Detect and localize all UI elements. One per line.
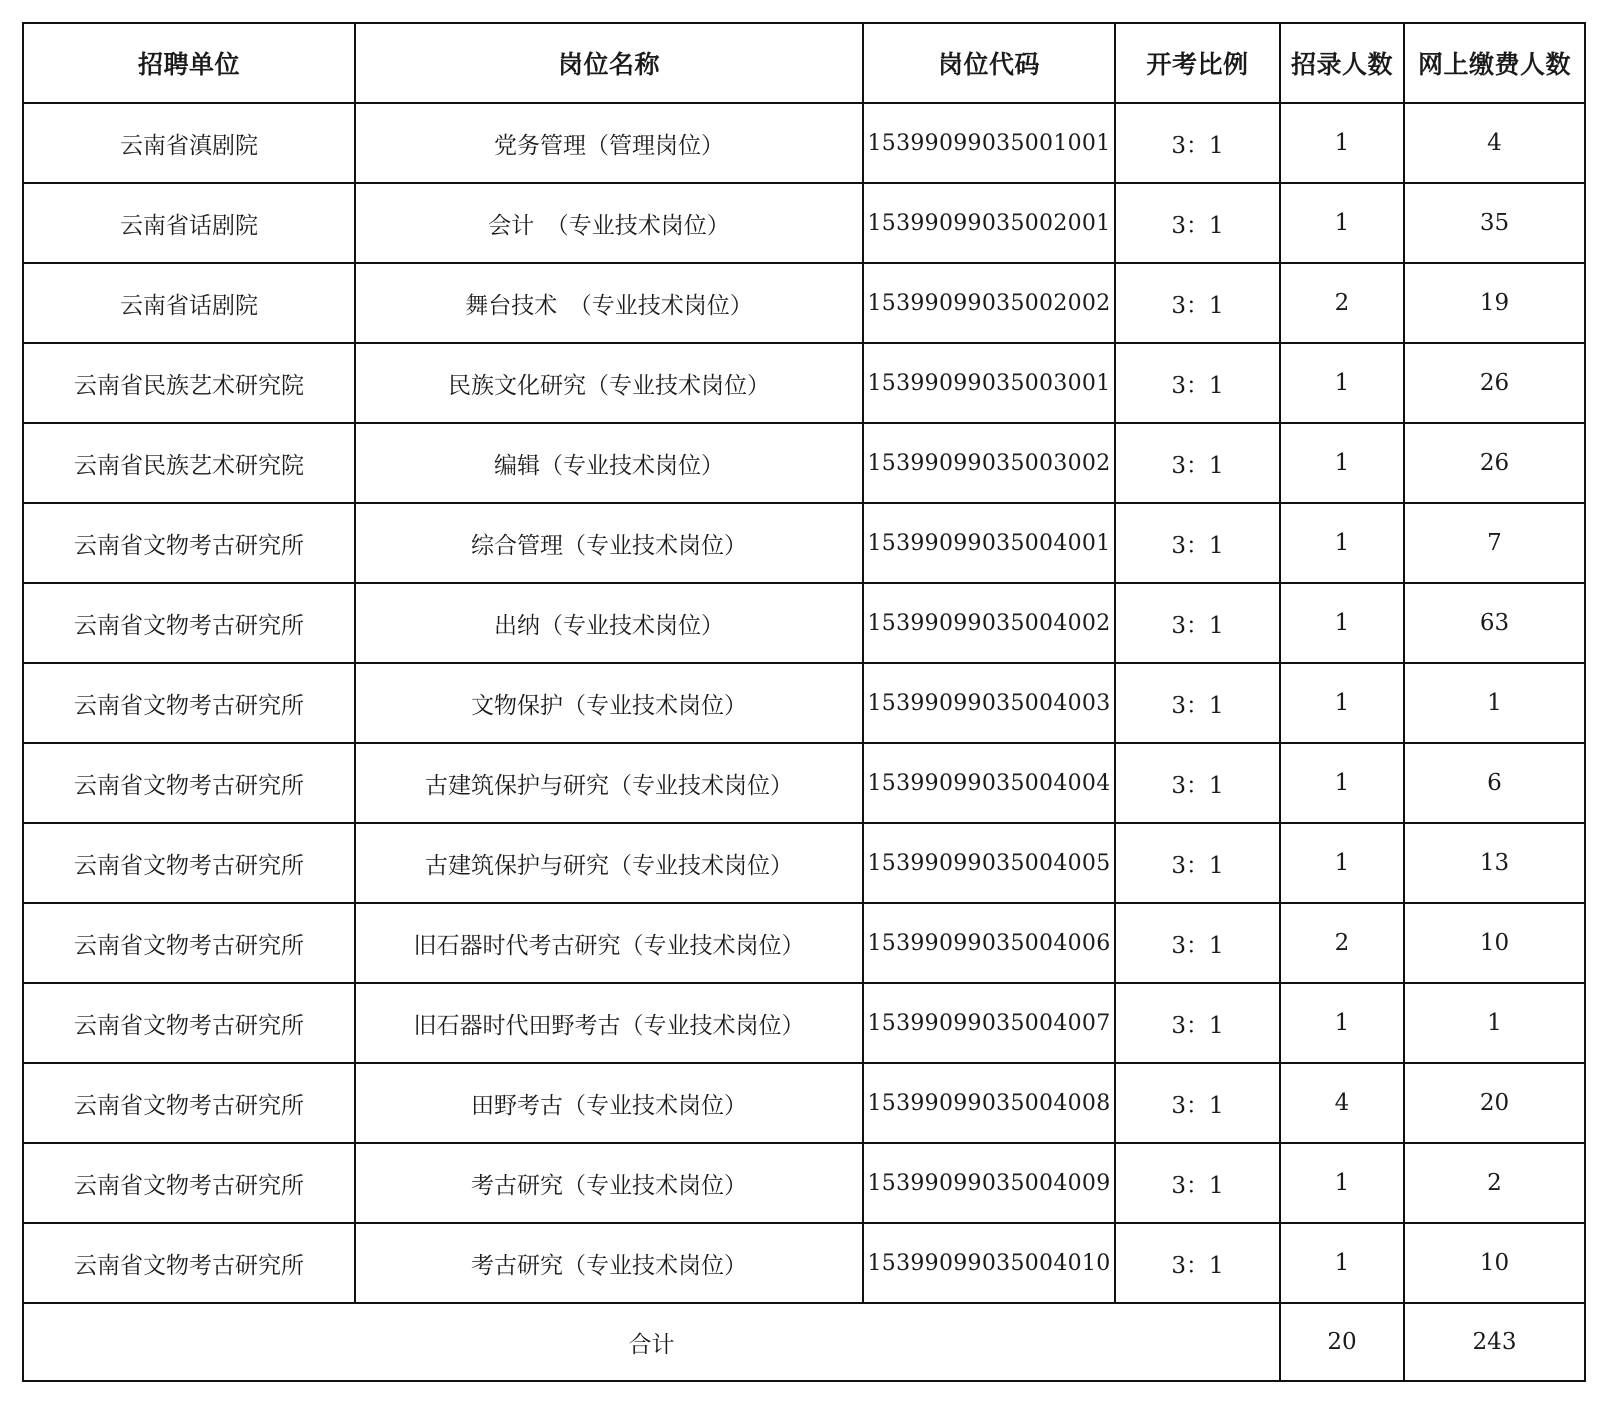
table-row [23, 183, 1585, 263]
cell-code: 15399099035004001 [863, 503, 1115, 583]
cell-ratio: 3：1 [1115, 983, 1280, 1063]
header-hire: 招录人数 [1280, 23, 1404, 103]
table-row [23, 823, 1585, 903]
total-paid: 243 [1404, 1303, 1585, 1381]
cell-paid: 6 [1404, 743, 1585, 823]
cell-ratio: 3：1 [1115, 1143, 1280, 1223]
cell-code: 15399099035004009 [863, 1143, 1115, 1223]
cell-unit: 云南省文物考古研究所 [23, 1063, 355, 1143]
cell-unit: 云南省文物考古研究所 [23, 983, 355, 1063]
cell-post: 旧石器时代田野考古（专业技术岗位） [355, 983, 863, 1063]
cell-code: 15399099035001001 [863, 103, 1115, 183]
cell-post: 舞台技术 （专业技术岗位） [355, 263, 863, 343]
total-label: 合计 [23, 1303, 1280, 1381]
header-row [23, 23, 1585, 103]
cell-hire: 1 [1280, 423, 1404, 503]
table-row [23, 503, 1585, 583]
cell-unit: 云南省文物考古研究所 [23, 743, 355, 823]
cell-code: 15399099035002001 [863, 183, 1115, 263]
cell-post: 文物保护（专业技术岗位） [355, 663, 863, 743]
cell-post: 考古研究（专业技术岗位） [355, 1223, 863, 1303]
table-row [23, 903, 1585, 983]
cell-unit: 云南省民族艺术研究院 [23, 343, 355, 423]
cell-code: 15399099035002002 [863, 263, 1115, 343]
cell-hire: 1 [1280, 1143, 1404, 1223]
cell-post: 出纳（专业技术岗位） [355, 583, 863, 663]
header-unit: 招聘单位 [23, 23, 355, 103]
cell-ratio: 3：1 [1115, 423, 1280, 503]
cell-code: 15399099035004003 [863, 663, 1115, 743]
cell-hire: 1 [1280, 583, 1404, 663]
table-body [23, 103, 1585, 1381]
cell-unit: 云南省话剧院 [23, 263, 355, 343]
cell-ratio: 3：1 [1115, 1223, 1280, 1303]
cell-ratio: 3：1 [1115, 503, 1280, 583]
cell-ratio: 3：1 [1115, 663, 1280, 743]
cell-paid: 26 [1404, 343, 1585, 423]
table-row [23, 263, 1585, 343]
cell-ratio: 3：1 [1115, 343, 1280, 423]
cell-post: 党务管理（管理岗位） [355, 103, 863, 183]
cell-hire: 1 [1280, 743, 1404, 823]
cell-hire: 1 [1280, 343, 1404, 423]
cell-post: 会计 （专业技术岗位） [355, 183, 863, 263]
cell-paid: 10 [1404, 903, 1585, 983]
cell-paid: 7 [1404, 503, 1585, 583]
cell-paid: 1 [1404, 663, 1585, 743]
cell-ratio: 3：1 [1115, 823, 1280, 903]
header-ratio: 开考比例 [1115, 23, 1280, 103]
table-row [23, 1063, 1585, 1143]
cell-unit: 云南省文物考古研究所 [23, 503, 355, 583]
header-code: 岗位代码 [863, 23, 1115, 103]
table-row [23, 103, 1585, 183]
cell-code: 15399099035004007 [863, 983, 1115, 1063]
cell-paid: 1 [1404, 983, 1585, 1063]
cell-unit: 云南省民族艺术研究院 [23, 423, 355, 503]
table-row [23, 343, 1585, 423]
cell-unit: 云南省文物考古研究所 [23, 1223, 355, 1303]
cell-paid: 35 [1404, 183, 1585, 263]
cell-code: 15399099035004010 [863, 1223, 1115, 1303]
cell-paid: 2 [1404, 1143, 1585, 1223]
table-row [23, 983, 1585, 1063]
cell-code: 15399099035004006 [863, 903, 1115, 983]
cell-hire: 2 [1280, 903, 1404, 983]
total-hire: 20 [1280, 1303, 1404, 1381]
recruitment-table [22, 22, 1586, 1382]
cell-code: 15399099035004008 [863, 1063, 1115, 1143]
table-row [23, 583, 1585, 663]
cell-hire: 2 [1280, 263, 1404, 343]
cell-post: 综合管理（专业技术岗位） [355, 503, 863, 583]
table-row [23, 1143, 1585, 1223]
cell-unit: 云南省文物考古研究所 [23, 903, 355, 983]
cell-paid: 4 [1404, 103, 1585, 183]
cell-hire: 1 [1280, 183, 1404, 263]
cell-ratio: 3：1 [1115, 583, 1280, 663]
table-row [23, 1223, 1585, 1303]
cell-unit: 云南省话剧院 [23, 183, 355, 263]
header-paid: 网上缴费人数 [1404, 23, 1585, 103]
cell-paid: 19 [1404, 263, 1585, 343]
cell-hire: 1 [1280, 663, 1404, 743]
cell-unit: 云南省文物考古研究所 [23, 583, 355, 663]
table-row [23, 423, 1585, 503]
cell-paid: 10 [1404, 1223, 1585, 1303]
cell-ratio: 3：1 [1115, 1063, 1280, 1143]
cell-ratio: 3：1 [1115, 103, 1280, 183]
cell-code: 15399099035004005 [863, 823, 1115, 903]
cell-hire: 4 [1280, 1063, 1404, 1143]
cell-hire: 1 [1280, 103, 1404, 183]
cell-post: 编辑（专业技术岗位） [355, 423, 863, 503]
total-row [23, 1303, 1585, 1381]
cell-ratio: 3：1 [1115, 263, 1280, 343]
cell-ratio: 3：1 [1115, 903, 1280, 983]
header-post: 岗位名称 [355, 23, 863, 103]
cell-code: 15399099035004002 [863, 583, 1115, 663]
table-row [23, 743, 1585, 823]
cell-code: 15399099035004004 [863, 743, 1115, 823]
cell-post: 田野考古（专业技术岗位） [355, 1063, 863, 1143]
cell-hire: 1 [1280, 983, 1404, 1063]
cell-post: 民族文化研究（专业技术岗位） [355, 343, 863, 423]
cell-paid: 20 [1404, 1063, 1585, 1143]
cell-code: 15399099035003002 [863, 423, 1115, 503]
cell-paid: 13 [1404, 823, 1585, 903]
cell-unit: 云南省滇剧院 [23, 103, 355, 183]
cell-ratio: 3：1 [1115, 183, 1280, 263]
cell-hire: 1 [1280, 503, 1404, 583]
cell-post: 古建筑保护与研究（专业技术岗位） [355, 823, 863, 903]
cell-unit: 云南省文物考古研究所 [23, 1143, 355, 1223]
cell-hire: 1 [1280, 823, 1404, 903]
cell-unit: 云南省文物考古研究所 [23, 663, 355, 743]
cell-unit: 云南省文物考古研究所 [23, 823, 355, 903]
cell-hire: 1 [1280, 1223, 1404, 1303]
cell-post: 考古研究（专业技术岗位） [355, 1143, 863, 1223]
cell-code: 15399099035003001 [863, 343, 1115, 423]
cell-post: 旧石器时代考古研究（专业技术岗位） [355, 903, 863, 983]
cell-post: 古建筑保护与研究（专业技术岗位） [355, 743, 863, 823]
cell-paid: 63 [1404, 583, 1585, 663]
cell-ratio: 3：1 [1115, 743, 1280, 823]
cell-paid: 26 [1404, 423, 1585, 503]
table-row [23, 663, 1585, 743]
